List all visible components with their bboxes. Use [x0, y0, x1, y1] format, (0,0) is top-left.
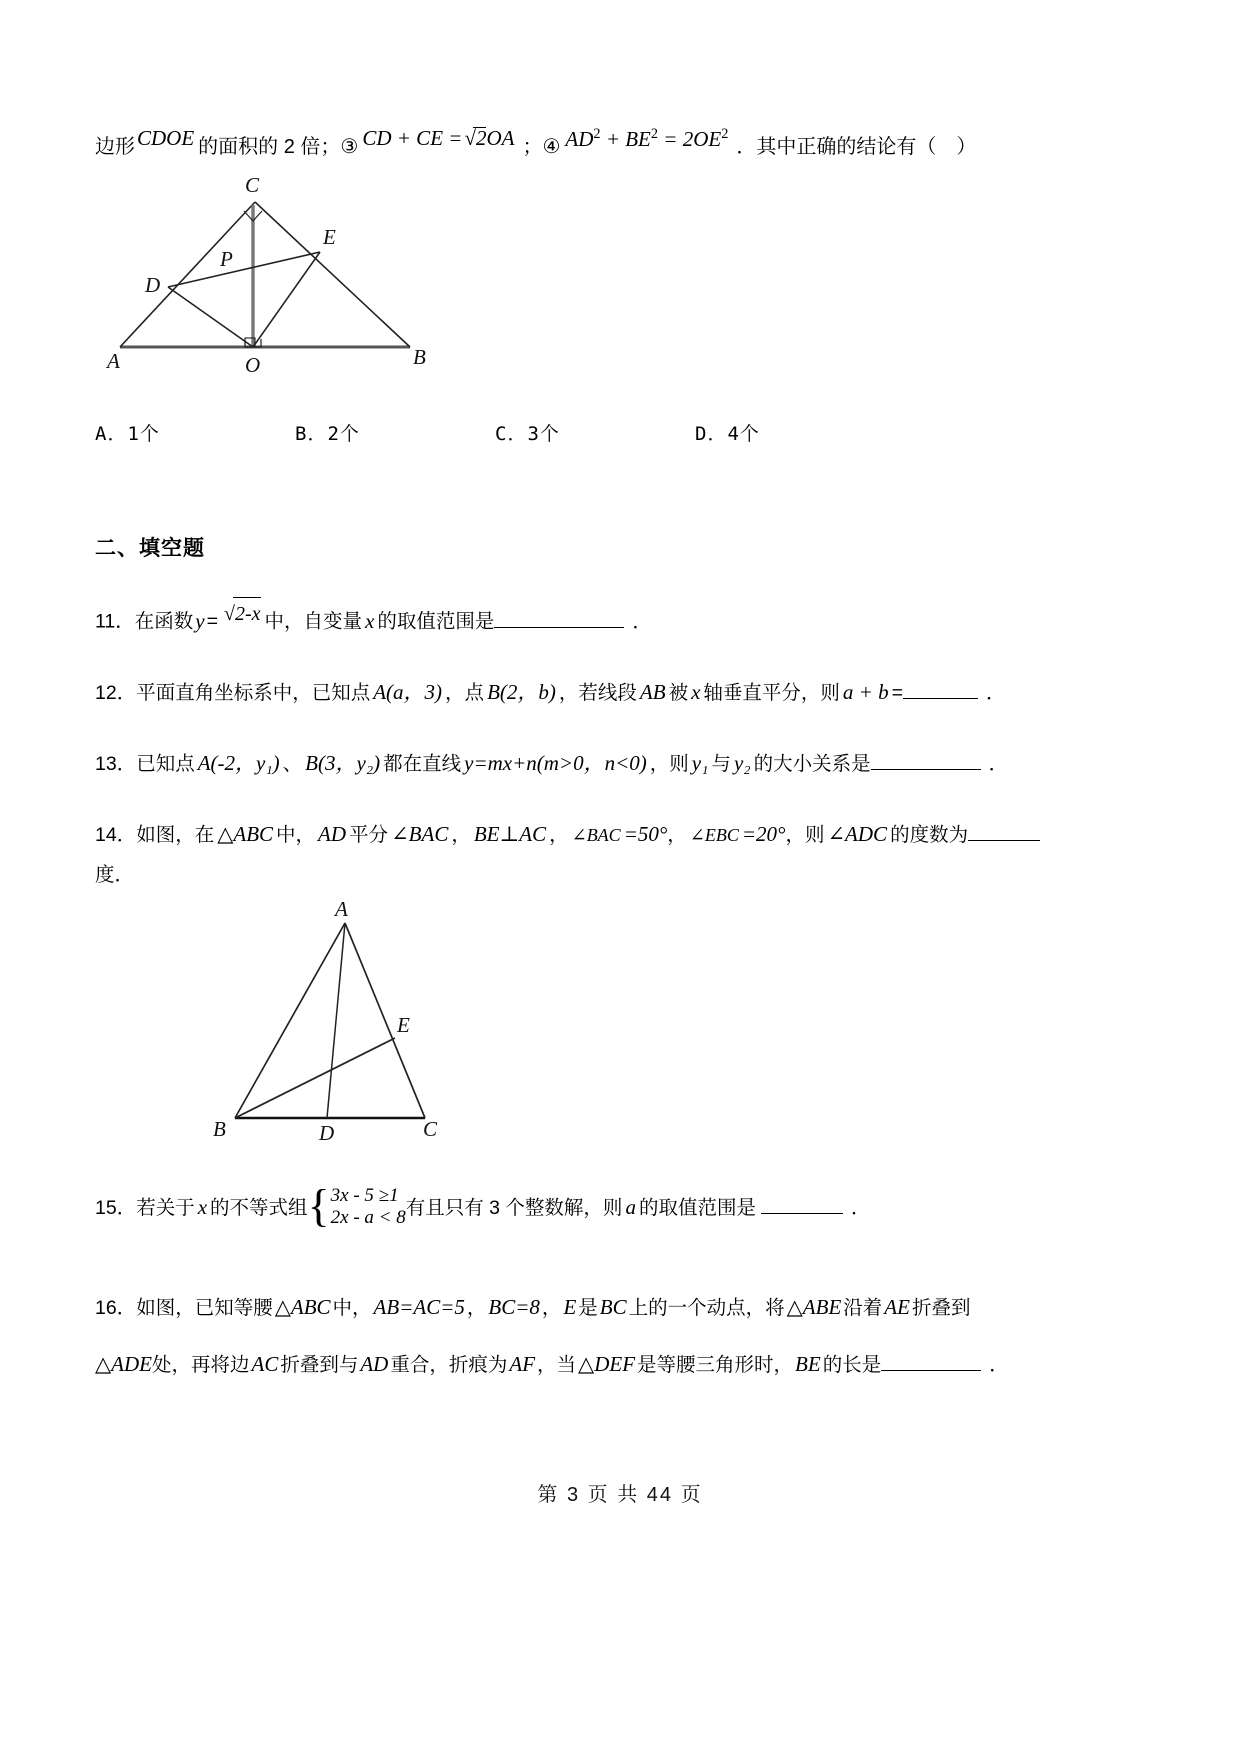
figure14-label-C: C: [423, 1116, 438, 1141]
q16-segment-be: BE: [795, 1351, 821, 1376]
q14-answer-blank[interactable]: [968, 823, 1040, 841]
q12-part4: 被: [668, 681, 689, 704]
q13-point-a: A(-2，y₁): [197, 750, 280, 775]
q11-eq: =: [206, 610, 218, 633]
q11-part1: 在函数: [134, 610, 194, 633]
q11-part2: 中，自变量: [264, 610, 363, 633]
q10-text-before: 边形: [95, 136, 135, 158]
q14-angle3: ∠ADC: [827, 821, 888, 846]
q14-part2: 中，: [276, 823, 316, 846]
q10-f4-c-exp: 2: [721, 126, 729, 142]
option-c[interactable]: C．3个: [495, 423, 560, 445]
q15-inequality-2: 2x - a < 8: [330, 1206, 406, 1228]
q16-number: 16．: [95, 1296, 137, 1319]
q10-text-after: ．其中正确的结论有（ ）: [736, 136, 977, 158]
q12-axis-x: x: [691, 679, 701, 704]
q12-point-b: B(2，b): [487, 679, 556, 704]
question-10-options: [95, 419, 1150, 446]
q16-line2b: 处，再将边: [151, 1353, 250, 1376]
q16-line2g: 的长是: [822, 1353, 882, 1376]
figure10-label-B: B: [413, 345, 426, 369]
q10-formula-3: [362, 126, 514, 151]
q11-var-x: x: [365, 608, 375, 633]
q16-line1e: 是: [578, 1296, 598, 1319]
q16-ab-ac: AB=AC=5: [373, 1294, 465, 1319]
q11-var-y: y: [195, 608, 205, 633]
q13-line-equation: y=mx+n(m>0，n<0): [464, 750, 647, 775]
figure10-label-D: D: [145, 273, 161, 297]
option-d[interactable]: D．4个: [695, 423, 760, 445]
q15-end: ．: [850, 1196, 871, 1219]
option-a[interactable]: A．1个: [95, 423, 160, 445]
q10-sqrt-2: √ 2: [464, 126, 487, 150]
q15-inequality-1: 3x - 5 ≥1: [330, 1184, 399, 1206]
q10-f4-b-exp: 2: [650, 126, 659, 142]
q16-point-e: E: [563, 1294, 577, 1319]
figure-10-svg: [105, 177, 535, 377]
q13-y2: y₂: [733, 750, 751, 775]
q16-line1d: ，: [541, 1296, 562, 1319]
figure-14-svg: [205, 903, 535, 1153]
q14-angle2: ∠EBC: [689, 824, 739, 845]
q10-f4-a: AD: [565, 127, 594, 151]
q16-segment-ae: AE: [884, 1294, 910, 1319]
q12-end: ．: [985, 681, 1006, 704]
q14-value2: =20°: [741, 821, 786, 846]
q14-value1: =50°: [623, 821, 668, 846]
figure10-label-O: O: [245, 353, 261, 377]
page-content: [95, 126, 1150, 1383]
q14-part7: ，则: [785, 823, 825, 846]
question-16-line1: [95, 1289, 1150, 1326]
figure14-label-E: E: [397, 1012, 410, 1037]
option-b[interactable]: B．2个: [295, 423, 360, 445]
q10-text-mid2: ；④: [522, 136, 561, 158]
q14-be-perp-ac: BE⊥AC: [473, 821, 547, 846]
q11-part3: 的取值范围是: [377, 610, 495, 633]
question-16-line2: [95, 1346, 1150, 1383]
q15-part3: 有且只有 3 个整数解，则: [405, 1196, 623, 1219]
figure14-label-A: A: [335, 896, 348, 921]
q16-line1b: 中，: [332, 1296, 372, 1319]
q10-f4-c: 2OE: [682, 127, 722, 151]
q11-radicand: 2-x: [234, 603, 261, 625]
q15-inequality-system: [307, 1179, 406, 1231]
q10-f4-eq: =: [663, 127, 678, 151]
q15-answer-blank[interactable]: [761, 1196, 843, 1214]
q14-part1: 如图，在: [136, 823, 215, 846]
q16-line2c: 折叠到与: [280, 1353, 359, 1376]
q12-number: 12．: [95, 681, 137, 704]
q16-segment-bc: BC: [599, 1294, 627, 1319]
q12-answer-blank[interactable]: [903, 681, 978, 699]
q12-part1: 平面直角坐标系中，已知点: [136, 681, 371, 704]
q13-part6: 的大小关系是: [753, 752, 871, 775]
figure14-label-D: D: [319, 1120, 335, 1145]
q16-line1a: 如图，已知等腰: [136, 1296, 273, 1319]
q11-number: 11．: [95, 610, 135, 633]
q12-part6: =: [891, 681, 903, 704]
question-13: [95, 745, 1150, 782]
q13-part5: 与: [711, 752, 731, 775]
figure10-label-P: P: [220, 247, 233, 271]
q15-part4: 的取值范围是: [638, 1196, 756, 1219]
q15-brace: {: [307, 1179, 330, 1231]
q11-answer-blank[interactable]: [494, 610, 624, 628]
q12-expression: a + b: [842, 679, 889, 704]
q11-sqrt: √ 2-x: [222, 596, 261, 632]
q14-part5: ，: [549, 823, 569, 846]
figure14-label-B: B: [213, 1116, 226, 1141]
q16-segment-ad: AD: [360, 1351, 389, 1376]
q10-formula-4: [565, 126, 728, 152]
q13-number: 13．: [95, 752, 137, 775]
q10-formula3-right: OA: [486, 126, 515, 150]
q15-var-x: x: [197, 1194, 208, 1219]
q10-sqrt-radicand: 2: [475, 126, 487, 150]
q13-part1: 已知点: [136, 752, 195, 775]
q10-text-mid: 的面积的 2 倍；③: [198, 136, 359, 158]
question-14-line2: 度．: [95, 863, 135, 886]
question-12: [95, 674, 1150, 711]
q14-part6: ，: [667, 823, 687, 846]
q15-part2: 的不等式组: [210, 1196, 308, 1219]
q15-number: 15．: [95, 1196, 137, 1219]
q16-triangle-abc: △ABC: [274, 1294, 331, 1319]
q14-part3: 平分: [349, 823, 389, 846]
q13-part3: 都在直线: [383, 752, 462, 775]
q13-point-b: B(3，y₂): [305, 750, 381, 775]
q14-angle-bac: ∠BAC: [391, 821, 449, 846]
q16-line1f: 上的一个动点，将: [628, 1296, 785, 1319]
q16-line1c: ，: [466, 1296, 487, 1319]
q16-answer-blank[interactable]: [881, 1353, 981, 1371]
figure10-label-E: E: [323, 225, 336, 249]
q15-part1: 若关于: [136, 1196, 195, 1219]
q10-formula3-left: CD + CE =: [362, 126, 463, 150]
q11-end: ．: [632, 610, 652, 633]
question-14: [95, 816, 1150, 853]
q14-part4: ，: [451, 823, 471, 846]
q12-part5: 轴垂直平分，则: [703, 681, 840, 704]
q13-part2: 、: [282, 752, 303, 775]
q12-point-a: A(a，3): [373, 679, 443, 704]
q10-f4-plus: +: [605, 127, 620, 151]
q13-end: ．: [988, 752, 1009, 775]
q12-segment-ab: AB: [639, 679, 666, 704]
q10-figure-name: CDOE: [137, 126, 195, 150]
q14-part8: 的度数为: [890, 823, 969, 846]
section-heading-fill-in-blank: 二、填空题: [95, 537, 205, 560]
q15-var-a: a: [625, 1194, 636, 1219]
question-10-statement: [95, 126, 1150, 159]
q16-triangle-def: △DEF: [578, 1351, 636, 1376]
page-footer: 第 3 页 共 44 页: [537, 1484, 703, 1506]
q16-bc: BC=8: [488, 1294, 540, 1319]
q16-line1h: 折叠到: [911, 1296, 971, 1319]
q13-part4: ，则: [649, 752, 689, 775]
q14-angle1: ∠BAC: [571, 824, 621, 845]
q13-answer-blank[interactable]: [871, 752, 981, 770]
question-11: [95, 596, 1150, 640]
figure10-label-C: C: [245, 173, 260, 197]
question-14-figure: [205, 896, 535, 1153]
q12-part3: ，若线段: [558, 681, 637, 704]
q16-segment-af: AF: [509, 1351, 536, 1376]
q16-line2f: 是等腰三角形时，: [637, 1353, 794, 1376]
q16-line2e: ，当: [537, 1353, 577, 1376]
q10-f4-a-exp: 2: [593, 126, 601, 142]
question-10-figure: [105, 173, 535, 377]
q16-line1g: 沿着: [843, 1296, 883, 1319]
q16-line2d: 重合，折痕为: [390, 1353, 508, 1376]
q12-part2: ，点: [445, 681, 485, 704]
q16-triangle-ade: △ADE: [95, 1351, 152, 1376]
q14-number: 14．: [95, 823, 137, 846]
q16-end: ．: [989, 1353, 1009, 1376]
figure10-label-A: A: [107, 349, 120, 373]
q14-triangle-abc: △ABC: [217, 821, 274, 846]
q14-segment-ad: AD: [318, 821, 347, 846]
question-15: [95, 1179, 1150, 1231]
q10-f4-b: BE: [625, 127, 651, 151]
q16-segment-ac: AC: [251, 1351, 279, 1376]
q16-triangle-abe: △ABE: [786, 1294, 842, 1319]
q13-y1: y₁: [691, 750, 709, 775]
